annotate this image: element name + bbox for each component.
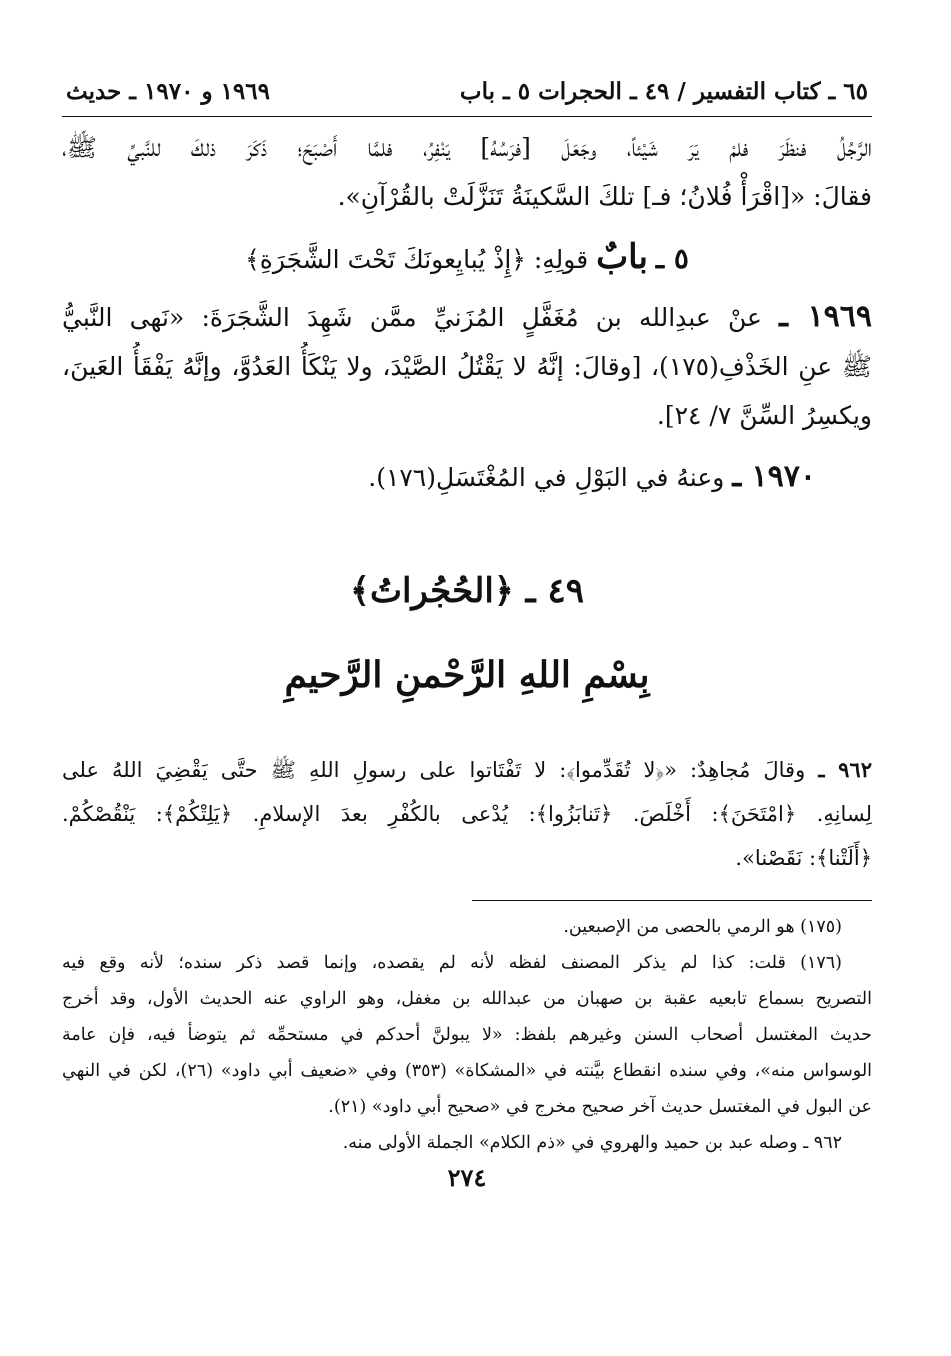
bab-word: بابٌ [596,237,648,277]
footnote-175: (١٧٥) هو الرمي بالحصى من الإصبعين. [563,917,842,937]
header-hadith-range: ١٩٦٩ و ١٩٧٠ ـ حديث [66,78,270,105]
athar-line-2: لِسانِهِ. ﴿امْتَحَنَ﴾: أَخْلَصَ. ﴿تَنابَزُوا﴾: يُدْعى بالكُفْرِ بعدَ الإسلامِ. ﴿يَلِتْكُمْ﴾: يَنْقُصْكُمْ. [62,802,872,826]
footnote-176-line-2: التصريح بسماع تابعيه عقبة بن صهبان من عبدالله بن مغفل، وهو الراوي عنه الحديث الأول، وقد أخرج [62,989,872,1009]
athar-962 [62,748,872,880]
hadith-1969 [62,292,872,440]
athar-line-1: وقالَ مُجاهِدٌ: «﴿لا تُقَدِّموا﴾: لا تَفْتَاتوا على رسولِ اللهِ ﷺ حتَّى يَقْضِيَ اللهُ على [62,758,806,782]
hadith-1969-line-3: ويكسِرُ السِّنَّ ٧/ ٢٤]. [656,401,872,430]
hadith-number-1969: ١٩٦٩ ـ [779,299,872,334]
footnote-176-line-1: (١٧٦) قلت: كذا لم يذكر المصنف لفظه لأنه لم يقصده، وإنما قصد ذكر سنده؛ لأنه وقع فيه [62,953,842,973]
hadith-1969-line-1: عنْ عبدِالله بن مُغَفَّلٍ المُزَنيِّ ممَّن شَهِدَ الشَّجَرَةَ: «نَهى النَّبيُّ [62,303,762,332]
footnote-962: ٩٦٢ ـ وصله عبد بن حميد والهروي في «ذم الكلام» الجملة الأولى منه. [342,1133,842,1153]
header-chapter: ٦٥ ـ كتاب التفسير / ٤٩ ـ الحجرات ٥ ـ باب [459,78,868,105]
footnote-divider [472,900,872,901]
surah-title: ٤٩ ـ ﴿الحُجُراتُ﴾ [350,571,584,611]
book-page [62,78,872,1192]
footnote-176-line-5: عن البول في المغتسل حديث آخر صحيح مخرج في «صحيح أبي داود» (٢١). [328,1097,872,1117]
bab-number: ٥ ـ [655,242,689,275]
hadith-1969-line-2: ﷺ عنِ الخَذْفِ(١٧٥)، [وقالَ: إنَّهُ لا يَقْتُلُ الصَّيْدَ، ولا يَنْكَأُ العَدُوَّ، وإنَّهُ يَفْقَأُ العَينَ، [62,352,872,381]
footnote-176-line-3: حديث المغتسل أصحاب السنن وغيرهم بلفظ: «لا يبولنَّ أحدكم في مستحمِّه ثم يتوضأ فيه، فإن عامة [62,1025,872,1045]
bab-text: قولِهِ: ﴿إِذْ يُبايِعونَكَ تَحْتَ الشَّجَرَةِ﴾ [245,245,589,274]
hadith-number-1970: ١٩٧٠ ـ [732,459,816,494]
page-number: ٢٧٤ [447,1163,487,1192]
bab-heading [62,229,872,288]
athar-line-3: ﴿أَلَتْنا﴾: نَقَصْنا». [735,846,872,870]
main-text [62,123,872,502]
athar-number: ٩٦٢ ـ [818,757,872,782]
hadith-1970 [62,452,872,502]
running-header [62,78,872,117]
basmala: بِسْمِ اللهِ الرَّحْمنِ الرَّحيمِ [284,654,650,696]
footnote-176-line-4: الوسواس منه»، وفي سنده انقطاع بيَّنته في «المشكاة» (٣٥٣) وفي «ضعيف أبي داود» (٢٦)، لكن في النهي [62,1061,872,1081]
hadith-1970-text: وعنهُ في البَوْلِ في المُغْتَسَلِ(١٧٦). [368,463,725,492]
intro-line-2: فقالَ: «[اقْرَأْ فُلانُ؛ فـ] تلكَ السَّكينَةُ تَنَزَّلَتْ بالقُرْآنِ». [337,182,872,211]
intro-line-1: الرَّجُلُ فنظَرَ فلمْ يَرَ شَيْئاً، وجَعَلَ [فرَسُهُ] يَنْفِرُ، فلمَّا أَصْبَحَ؛ ذَكَرَ ذلكَ للنَّبيِّ ﷺ، [62,133,872,162]
footnotes [62,909,872,1161]
